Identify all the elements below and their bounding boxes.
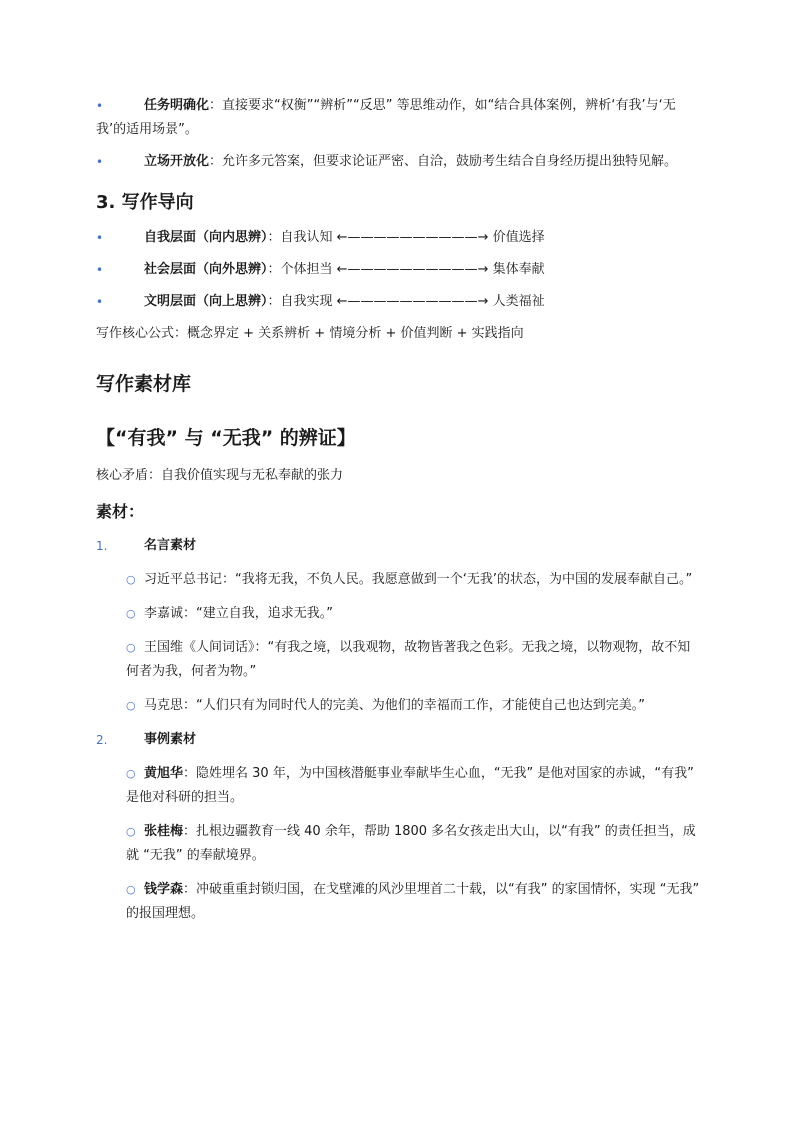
- list-number: 1.: [96, 539, 108, 553]
- bullet-dot-icon: •: [96, 295, 104, 309]
- bullet-label: 自我层面（向内思辨）: [144, 230, 268, 245]
- list-number: 2.: [96, 733, 108, 747]
- numbered-item: [96, 534, 700, 558]
- hollow-circle-bullet-icon: ○: [126, 607, 136, 620]
- list-item: ○ 王国维《人间词话》：“有我之境，以我观物，故物皆著我之色彩。无我之境，以物观物，故不知何者为我，何者为物。”: [126, 636, 700, 684]
- numbered-item: [96, 728, 700, 752]
- hollow-circle-bullet-icon: ○: [126, 573, 136, 586]
- bullet-dot-icon: •: [96, 99, 104, 113]
- bullet-dot-icon: •: [96, 155, 104, 169]
- document-page: [96, 86, 700, 936]
- bullet-item: • 任务明确化：直接要求“权衡”“辨析”“反思” 等思维动作，如“结合具体案例，辨析‘有我’与‘无我’的适用场景”。: [96, 94, 700, 142]
- hollow-circle-bullet-icon: ○: [126, 641, 136, 654]
- hollow-circle-bullet-icon: ○: [126, 767, 136, 780]
- library-title: 写作素材库: [96, 373, 192, 395]
- group-title: 名言素材: [144, 538, 197, 553]
- list-item: ○ 李嘉诚：“建立自我，追求无我。”: [126, 602, 700, 626]
- bullet-item: • 立场开放化：允许多元答案，但要求论证严密、自洽，鼓励考生结合自身经历提出独特见解。: [96, 150, 700, 174]
- formula-paragraph: 写作核心公式：概念界定 + 关系辨析 + 情境分析 + 价值判断 + 实践指向: [96, 326, 524, 341]
- list-item: ○ 钱学森：冲破重重封锁归国，在戈壁滩的风沙里埋首二十载，以“有我” 的家国情怀，实现 “无我” 的报国理想。: [126, 878, 700, 926]
- bullet-item: • 自我层面（向内思辨）：自我认知 ←——————————→ 价值选择: [96, 226, 700, 250]
- list-item: ○ 习近平总书记：“我将无我，不负人民。我愿意做到一个‘无我’的状态，为中国的发展奉献自己。”: [126, 568, 700, 592]
- list-item: ○ 黄旭华：隐姓埋名 30 年，为中国核潜艇事业奉献毕生心血，“无我” 是他对国家的赤诚，“有我” 是他对科研的担当。: [126, 762, 700, 810]
- bullet-text: 个体担当 ←——————————→ 集体奉献: [280, 262, 545, 277]
- hollow-circle-bullet-icon: ○: [126, 825, 136, 838]
- bullet-label: 社会层面（向外思辨）: [144, 262, 268, 277]
- bullet-text: 自我实现 ←——————————→ 人类福祉: [280, 294, 545, 309]
- bullet-label: 立场开放化: [144, 154, 210, 169]
- section-heading: 3. 写作导向: [96, 192, 194, 213]
- bullet-item: • 文明层面（向上思辨）：自我实现 ←——————————→ 人类福祉: [96, 290, 700, 314]
- library-subtitle: 【“有我” 与 “无我” 的辨证】: [96, 427, 356, 449]
- hollow-circle-bullet-icon: ○: [126, 699, 136, 712]
- group-title: 事例素材: [144, 732, 197, 747]
- materials-heading: 素材：: [96, 502, 145, 521]
- list-item: ○ 马克思：“人们只有为同时代人的完美、为他们的幸福而工作，才能使自己也达到完美。”: [126, 694, 700, 718]
- bullet-text: 自我认知 ←——————————→ 价值选择: [280, 230, 545, 245]
- list-item: ○ 张桂梅：扎根边疆教育一线 40 余年，帮助 1800 多名女孩走出大山，以“有我” 的责任担当，成就 “无我” 的奉献境界。: [126, 820, 700, 868]
- bullet-text: 允许多元答案，但要求论证严密、自洽，鼓励考生结合自身经历提出独特见解。: [222, 154, 678, 169]
- bullet-item: • 社会层面（向外思辨）：个体担当 ←——————————→ 集体奉献: [96, 258, 700, 282]
- hollow-circle-bullet-icon: ○: [126, 883, 136, 896]
- bullet-text: 直接要求“权衡”“辨析”“反思” 等思维动作，如“结合具体案例，辨析‘有我’与‘无我’的适用场景”。: [96, 98, 676, 137]
- bullet-label: 文明层面（向上思辨）: [144, 294, 268, 309]
- bullet-dot-icon: •: [96, 231, 104, 245]
- bullet-label: 任务明确化: [144, 98, 210, 113]
- core-contradiction: 核心矛盾：自我价值实现与无私奉献的张力: [96, 468, 344, 483]
- bullet-dot-icon: •: [96, 263, 104, 277]
